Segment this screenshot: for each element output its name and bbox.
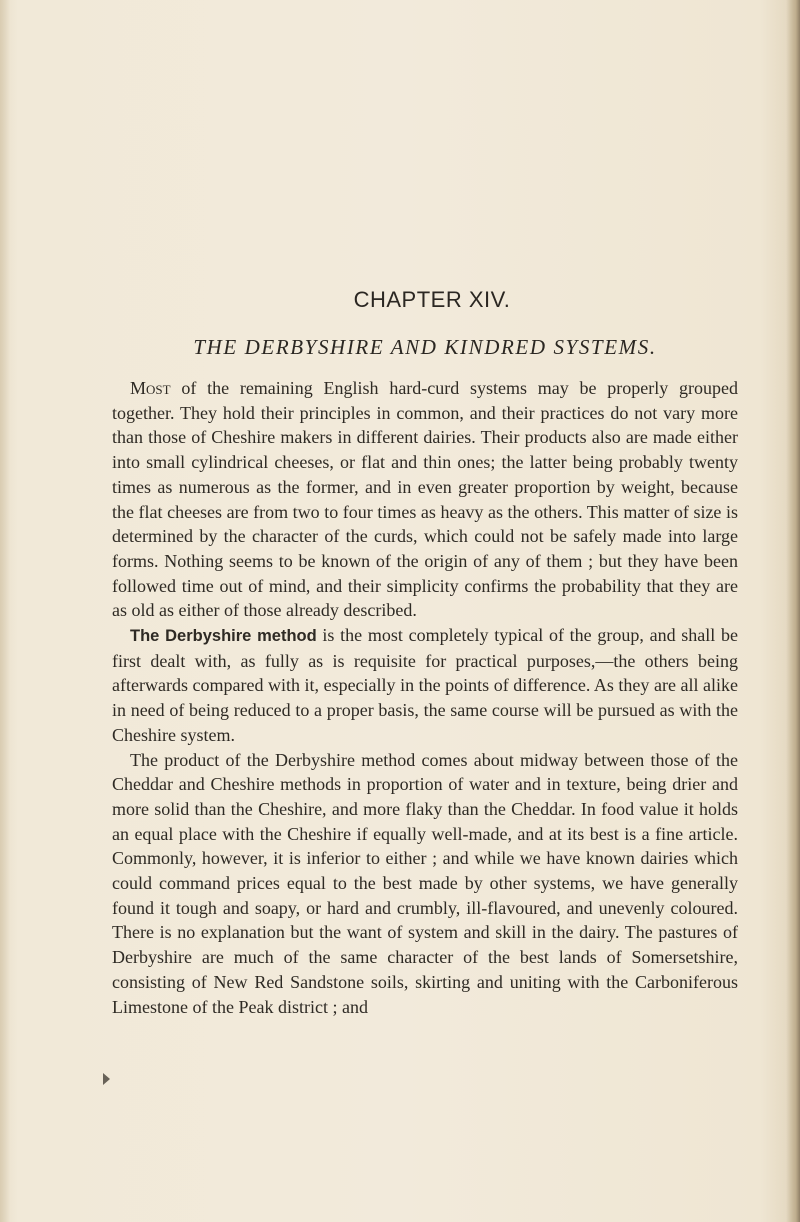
paragraph-1 bbox=[112, 376, 738, 623]
chapter-title: THE DERBYSHIRE AND KINDRED SYSTEMS. bbox=[193, 335, 657, 359]
paragraph-2-text: is the most completely typical of the group, and shall be first dealt with, as fully as is requisite for practical purposes,—the others being afterwards compared with it, especially in the points of difference. As they are all alike in need of being reduced to a proper basis, the same course will be pursued as with the Cheshire system. bbox=[112, 625, 738, 745]
margin-marker bbox=[103, 1073, 110, 1085]
paragraph-1-lead: Most bbox=[130, 378, 171, 398]
paragraph-3: The product of the Derbyshire method comes about midway between those of the Cheddar and Cheshire methods in proportion of water and in texture, being drier and more solid than the Cheshire, and more flaky than the Cheddar. In food value it holds an equal place with the Cheshire if equally well-made, and at its best is a fine article. Commonly, however, it is inferior to either ; and while we have known dairies which could command prices equal to the best made by other systems, we have generally found it tough and soapy, or hard and crumbly, ill-flavoured, and unevenly coloured. There is no explanation but the want of system and skill in the dairy. The pastures of Derbyshire are much of the same character of the best lands of Somersetshire, consisting of New Red Sandstone soils, skirting and uniting with the Carboniferous Limestone of the Peak district ; and bbox=[112, 749, 738, 1017]
page-left-edge bbox=[0, 0, 10, 1222]
chapter-heading: CHAPTER XIV. bbox=[353, 287, 511, 312]
page-text bbox=[112, 286, 738, 1019]
paragraph-2 bbox=[112, 623, 738, 748]
paragraph-1-text: of the remaining English hard-curd systems may be properly grouped together. They hold their principles in common, and their practices do not vary more than those of Cheshire makers in different dairies. Their products also are made either into small cylindrical cheeses, or flat and thin ones; the latter being probably twenty times as numerous as the former, and in even greater proportion by weight, because the flat cheeses are from two to four times as heavy as the others. This matter of size is determined by the character of the curds, which could not be safely made into large forms. Nothing seems to be known of the origin of any of them ; but they have been followed time out of mind, and their simplicity confirms the probability that they are as old as either of those already described. bbox=[112, 378, 738, 621]
paragraph-2-lead: The Derbyshire method bbox=[130, 627, 317, 646]
page-right-edge bbox=[786, 0, 800, 1222]
